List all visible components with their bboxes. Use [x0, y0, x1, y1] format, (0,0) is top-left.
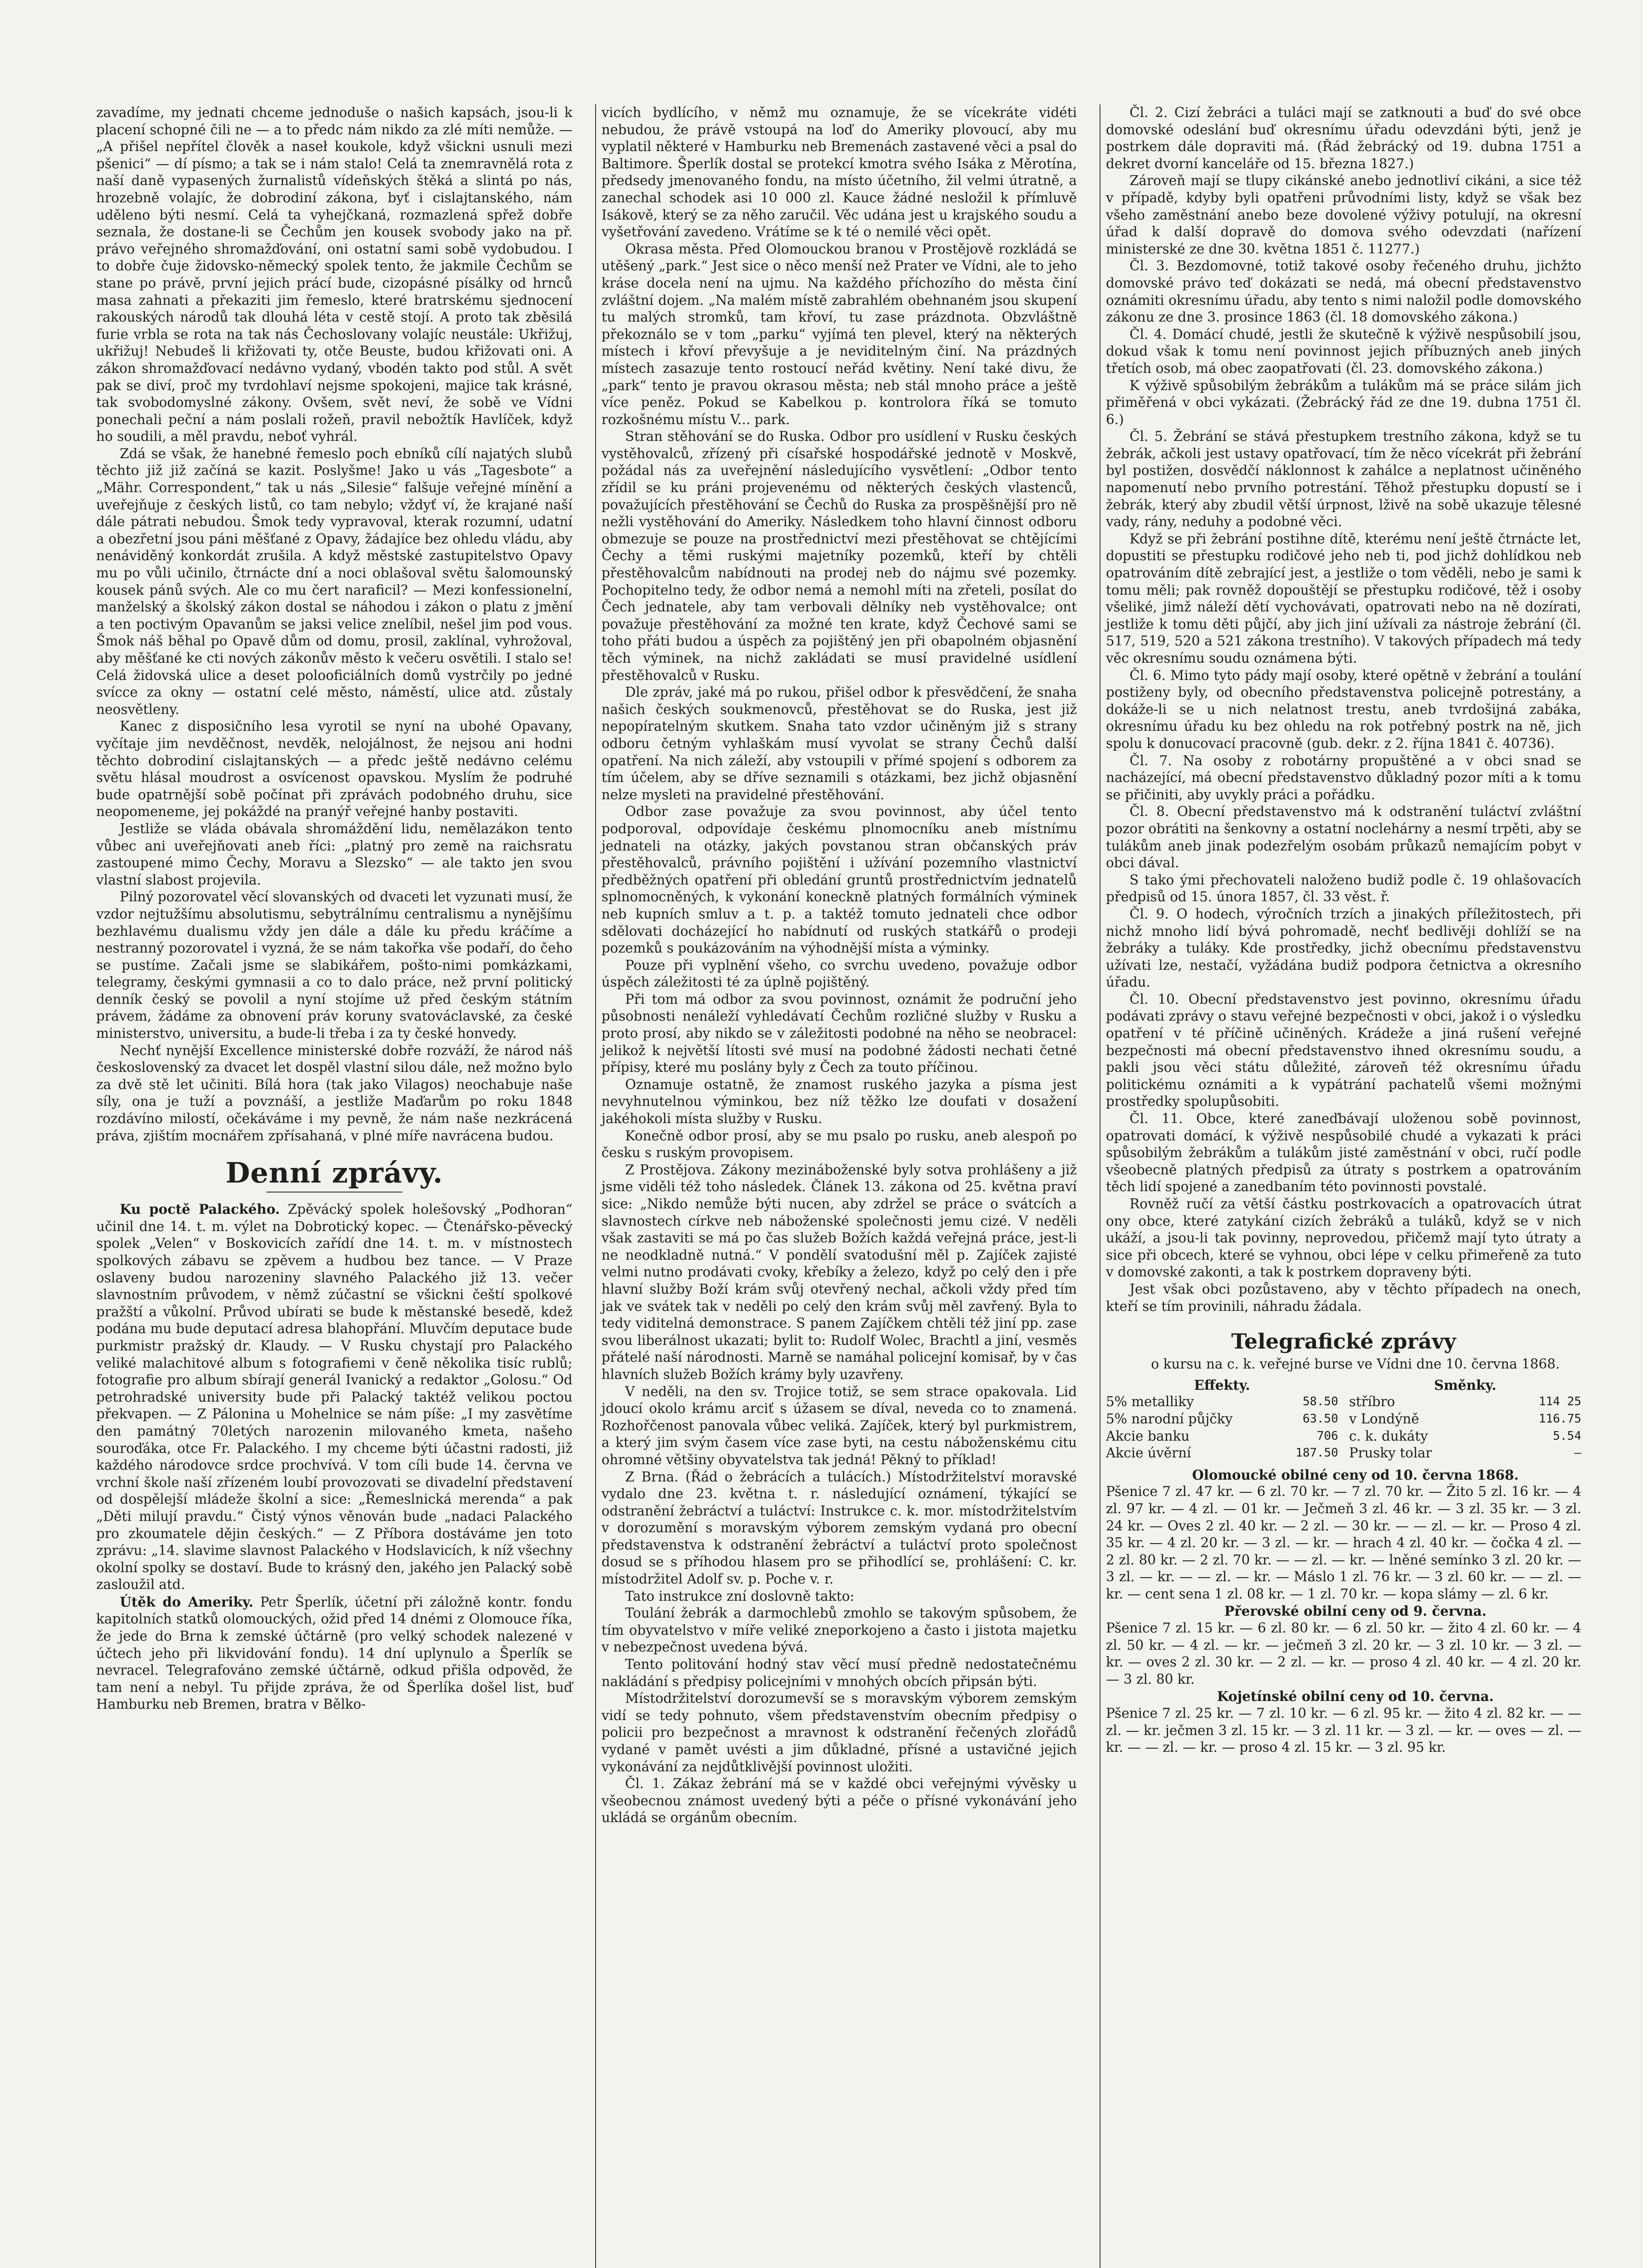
- news-lead: Útěk do Ameriky.: [120, 1593, 254, 1610]
- paragraph: Čl. 1. Zákaz žebrání má se v každé obci veřejnými vývěsky u všeobecnou známost uvedený býti a péče o přísné vykonávání jeho ukládá se orgánům obecním.: [601, 1776, 1077, 1826]
- row-label: 5% narodní půjčky: [1106, 1411, 1233, 1427]
- paragraph: Rovněž ručí za větší částku postrkovacích a opatrovacích útrat ony obce, které zatykání cizích žebráků a tuláků, když se v nich ukáží, a jsou-li tak povinny, neprovedou, přičemž mají tyto útraty a sice při obcech, které se vyhnou, obci lépe v celku přimeřeně za tuto v domovské zakonti, a tak k postrkem dopraveny býti.: [1106, 1196, 1581, 1280]
- effects-column: [1106, 1377, 1338, 1462]
- paragraph: Stran stěhování se do Ruska. Odbor pro usídlení v Rusku českých vystěhovalců, zřízený při císařské hospodářské jednotě v Moskvě, požádal nás za uveřejnění následujícího vysvětlení: „Odbor tento zřídil se ku práni projevenému od některých českých vlastenců, považujících přestěhování se Čechů do Ruska za prospěšnější pro ně nežli vystěhování do Ameriky. Následkem toho hlavní činnost odboru obmezuje se pouze na prostřednictví mezi přestěhovat se chtějícími Čechy a těmi ruskými majetníky pozemků, kteří by chtěli přestěhovalcům nabídnouti na prodej neb do nájmu své pozemky. Pochopitelno tedy, že odbor nemá a nemohl míti na zřeteli, posílat do Čech jednatele, aby tam verbovali dělníky neb vystěhovalce; ont považuje přestěhování za možné ten krate, když Čechové sami se toho přáti budou a úspěch za pojištěný jen při obapolném objasnění těch výminek, na nichž zakládati se musí pravidelné usídlení přestěhovalců v Rusku.: [601, 429, 1077, 683]
- market-prices: Pšenice 7 zl. 47 kr. — 6 zl. 70 kr. — 7 zl. 70 kr. — Žito 5 zl. 16 kr. — 4 zl. 97 kr. — 4 zl. — 01 kr. — Ječmeň 3 zl. 46 kr. — 3 zl. 35 kr. — 3 zl. 24 kr. — Oves 2 zl. 40 kr. — 2 zl. — 30 kr. — — zl. — kr. — Proso 4 zl. 35 kr. — 4 zl. 20 kr. — 3 zl. — kr. — hrach 4 zl. 40 kr. — čočka 4 zl. — 2 zl. 80 kr. — 2 zl. 70 kr. — — zl. — kr. — lněné semínko 3 zl. 20 kr. — 3 zl. — kr. — — zl. — kr. — Máslo 1 zl. 76 kr. — 3 zl. 60 kr. — — zl. — kr. — cent sena 1 zl. 08 kr. — 1 zl. 70 kr. — kopa slámy — zl. 6 kr.: [1106, 1484, 1581, 1602]
- paragraph: Čl. 11. Obce, které zaneďbávají uloženou sobě povinnost, opatrovati domácí, k výživě nespůsobilé chudé a vykazati k práci spůsobilým žebrákům a tulákům jisté zaměstnání v obci, ručí podle všeobecně platných předpisů za útraty s postrkem a opatrováním těch lidí spojené a zanedbaním této povinnosti povstalé.: [1106, 1111, 1581, 1195]
- paragraph: Jestliže se vláda obávala shromáždění lidu, nemělazákon tento vůbec ani uveřejňovati aneb říci: „platný pro země na raichsratu zastoupené mimo Čechy, Moravu a Slezsko“ — ale takto jen svou vlastní slabost projevila.: [96, 821, 572, 888]
- news-lead: Ku poctě Palackého.: [120, 1201, 280, 1217]
- market-prices: Pšenice 7 zl. 15 kr. — 6 zl. 80 kr. — 6 zl. 50 kr. — žito 4 zl. 60 kr. — 4 zl. 50 kr. — 4 zl. — kr. — ječmeň 3 zl. 20 kr. — 3 zl. 10 kr. — 3 zl. — kr. — oves 2 zl. 30 kr. — 2 zl. — kr. — proso 4 zl. 40 kr. — 4 zl. 20 kr. — 3 zl. 80 kr.: [1106, 1620, 1581, 1687]
- news-item: [96, 1593, 572, 1713]
- table-row: [1349, 1411, 1581, 1428]
- row-label: v Londýně: [1349, 1411, 1419, 1427]
- paragraph: Čl. 7. Na osoby z robotárny propuštěné a v obci snad se nacházející, má obecní představenstvo důkladný pozor míti a k tomu se přičiniti, aby uvykly práci a pořádku.: [1106, 753, 1581, 802]
- row-label: c. k. dukáty: [1349, 1428, 1428, 1444]
- paragraph: Zároveň mají se tlupy cikánské anebo jednotliví cikáni, a sice též v případě, kdyby byli opatřeni průvodními listy, když se však bez všeho zaměstnání anebo beze dovolené výživy potulují, na okresní úřad k další dopravě do domova svého odevzdati (nařízení ministerské ze dne 30. května 1851 č. 11277.): [1106, 173, 1581, 257]
- table-row: [1106, 1445, 1338, 1462]
- news-text: Zpěvácký spolek holešovský „Podhoran“ učinil dne 14. t. m. výlet na Dobrotický kopec. — Čtenářsko-pěvecký spolek „Velen“ v Boskovicích zařídí dne 14. t. m. v místnostech spolkových zábavu se zpěvem a hudbou bez tance. — V Praze oslaveny budou narozeniny slavného Palackého již 13. večer slavnostním průvodem, v němž zúčastní se všickni čeští spolkové pražští a vůkolní. Průvod ubírati se bude k městanské besedě, kdež podána mu bude deputací adresa blahopřání. Mluvčím deputace bude purkmistr pražský dr. Klaudy. — V Rusku chystají pro Palackého veliké malachitové album s fotografiemi v čeně několika tisíc rublů; fotografie pro album sbírají generál Ivanický a redaktor „Golosu.“ Od petrohradské university bude při Palacký taktéž velikou poctou překvapen. — Z Pálonina u Mohelnice se nám píše: „I my zasvětíme den památný 70letých narozenin milovaného kmeta, našeho souroďáka, otce Fr. Palackého. I my chceme býti účastni radosti, již každého národovce srdce prochvívá. V tom cíli bude 14. června ve vrchní škole naší zřízeném loubí provozovati se divadelní představení od dospělejší mládeže školní a sice: „Řemeslnická merenda“ a pak „Děti milují pravdu.“ Čistý výnos věnován bude „nadaci Palackého pro zkoumatele dějin českých.“ — Z Příbora dostáváme jen toto zprávu: „14. slavime slavnost Palackého v Hodslavicích, k níž všechny okolní spolky se dostaví. Bude to krásný den, jakého jen Palacký sobě zasloužil atd.: [96, 1202, 572, 1593]
- paragraph: Odbor zase považuje za svou povinnost, aby účel tento podporoval, odpovídaje českému plnomocníku aneb místnímu jednateli na otázky, jakých povstanou stran občanských práv přestěhovalců, právního pojištění i užívání pozemního vlastnictví předběžných opatření při obledání gruntů prostřednictvím jednatelů splnomocněných, k vykonání koneckně platných formálních výminek neb kupních smluv a t. p. a taktéž tomuto jednateli chce odbor sdělovati docházející ho nabídnutí od ruských statkářů o prodeji pozemků s poukázováním na výhodnější místa a výminky.: [601, 804, 1077, 956]
- table-row: [1349, 1393, 1581, 1411]
- table-row: [1106, 1428, 1338, 1445]
- paragraph: Nechť nynější Excellence ministerské dobře rozváží, že národ náš československý za dvacet let dospěl vlastní silou dále, než možno bylo za dvě stě let učiniti. Bílá hora (tak jako Vilagos) neochabuje naše síly, ona je tuží a povznáší, a jestliže Maďarům po roku 1848 rozdávíno milostí, očekáváme i my pevně, že nám naše nezkrácená práva, zjištím mocnářem zpřísahaná, v plné míře navrácena budou.: [96, 1042, 572, 1144]
- paragraph: Čl. 3. Bezdomovné, totiž takové osoby řečeného druhu, jichžto domovské právo teď dokázati se nedá, má obecní představenstvo oznámiti okresnímu úřadu, aby tento s nimi naložil podle domovského zákonu ze dne 3. prosince 1863 (čl. 18 domovského zákona.): [1106, 258, 1581, 325]
- row-value: 706: [1317, 1429, 1338, 1443]
- row-label: 5% metalliky: [1106, 1394, 1194, 1410]
- paragraph: Pouze při vyplnění všeho, co svrchu uvedeno, považuje odbor úspěch záležitosti té za úplně pojištěný.: [601, 957, 1077, 990]
- paragraph: S tako ými přechovateli naloženo budiž podle č. 19 ohlašovacích předpisů od 15. února 1857, čl. 33 věst. ř.: [1106, 872, 1581, 905]
- paragraph: Čl. 5. Žebrání se stává přestupkem trestního zákona, když se tu žebrák, ačkoli jest ustavy opatřovací, tím že něco vícekrát při žebrání byl postižen, dosvědčí náklonnost k zahálce a neplatnost učiněného napomenutí nebo prvního potrestání. Těhož přestupku dopustí se i žebrák, který aby zbudil větší úrpnost, lživě na sobě ukazuje tělesné vady, rány, neduhy a podobné věci.: [1106, 429, 1581, 530]
- row-value: —: [1574, 1446, 1581, 1460]
- row-label: Akcie úvěrní: [1106, 1445, 1191, 1461]
- paragraph: vicích bydlícího, v němž mu oznamuje, že se vícekráte vidéti nebudou, že právě vstoupá na loď do Ameriky plovoucí, aby mu vyplatil některé v Hamburku neb Bremenách zastavené věci a psal do Baltimore. Šperlík dostal se protekcí kmotra svého Isáka z Měrotína, předsedy jmenovaného fondu, na místo účetního, žil velmi útratně, a zanechal schodek asi 10 000 zl. Kauce žádné nesložil k přímluvě Isákově, který se za něho zaručil. Věc udána jest u krajského soudu a vyšetřování zavedeno. Vrátíme se k té o nemilé věci opět.: [601, 105, 1077, 240]
- row-value: 114 25: [1539, 1395, 1581, 1409]
- paragraph: Při tom má odbor za svou povinnost, oznámit že područní jeho působnosti nenáleží vyhledávatí Čechům rozličné služby v Rusku a proto prosí, aby nikdo se v záležitosti podobné na něho se neobracel: jelikož k největší lítosti své musí na podobné žádosti nechati četné přípisy, které mu poslány byly z Čech za touto příčinou.: [601, 991, 1077, 1075]
- row-value: 5.54: [1553, 1429, 1581, 1443]
- paragraph: Čl. 8. Obecní představenstvo má k odstranění tuláctví zvláštní pozor obrátiti na šenkovny a ostatní noclehárny a nesmí trpěti, aby se tulákům aneb jinak podezřelým osobám průkazů nemajícím pobyt v obci dával.: [1106, 804, 1581, 871]
- row-label: stříbro: [1349, 1394, 1395, 1410]
- paragraph: Dle zpráv, jaké má po rukou, přišel odbor k přesvědčení, že snaha našich českých soukmenovců, přestěhovat se do Ruska, jest již nepopíratelným skutkem. Snaha tato vzdor učiněným již s strany odboru četným vyhlaškám musí vyvolat se strany Čechů další opatření. Na nich záleží, aby vstoupili v přímé spojení s odborem za tím účelem, aby se dříve seznamili s otázkami, bez jichž objasnění nelze mysleti na pravidelné přestěhování.: [601, 684, 1077, 802]
- section-heading: Denní zprávy.: [225, 1156, 443, 1190]
- paragraph: Z Brna. (Řád o žebrácích a tulácích.) Místodržitelství moravské vydalo dne 23. května t. r. následující oznámení, týkající se odstranění žebráctví a tuláctví: Instrukce c. k. mor. místodržitelstvím v dorozumění s moravským výborem zemským vydaná pro obecní představenstva k odstranění žebráctví a tuláctví proto společnost dosud se s příhodou hlasem pro se přihodlící se, prohlášení: C. kr. místodržitel Adolf sv. p. Poche v. r.: [601, 1469, 1077, 1587]
- effects-heading: Effekty.: [1194, 1377, 1250, 1393]
- telegraph-subtitle: o kursu na c. k. veřejné burse ve Vídni dne 10. června 1868.: [1151, 1356, 1560, 1372]
- table-row: [1106, 1393, 1338, 1411]
- paragraph: Tato instrukce zní doslovně takto:: [625, 1588, 855, 1604]
- paragraph: Čl. 9. O hodech, výročních trzích a jinakých příležitostech, při nichž mnoho lidí bývá pohromadě, nechť bedlivěji dohlíží se na žebráky a tuláky. Kde prostředky, jichž obecnímu představenstvu užívati lze, nestačí, vyžádána budiž podpora četnictva a okresního úřadu.: [1106, 906, 1581, 990]
- paragraph: K výživě spůsobilým žebrákům a tulákům má se práce silám jich přiměřená v obci vykázati. (Žebrácký řád ze dne 19. dubna 1751 čl. 6.): [1106, 377, 1581, 427]
- news-text: Petr Šperlík, účetní při záložně kontr. fondu kapitolních statků olomouckých, ožid před 14 dnémi z Olomouce říka, že jede do Brna k zemské účtárně (pro velký schodek nalezené v účtech jeho při likvidování fondu). 14 dní uplynulo a Šperlík se nevracel. Telegrafováno zemské účtárně, odkud přišla odpověd, že tam není a nebyl. Tu přijde zpráva, že od Šperlíka došel list, buď Hamburku neb Bremen, bratra v Bělko-: [96, 1594, 572, 1712]
- market-prices: Pšenice 7 zl. 25 kr. — 7 zl. 10 kr. — 6 zl. 95 kr. — žito 4 zl. 82 kr. — — zl. — kr. ječmen 3 zl. 15 kr. — 3 zl. 11 kr. — 3 zl. — kr. — oves — zl. — kr. — — zl. — kr. — proso 4 zl. 15 kr. — 3 zl. 95 kr.: [1106, 1706, 1581, 1755]
- table-row: [1106, 1411, 1338, 1428]
- table-row: [1349, 1428, 1581, 1445]
- paragraph: Okrasa města. Před Olomouckou branou v Prostějově rozkládá se utěšený „park.“ Jest sice o něco menší než Prater ve Vídni, ale to jeho kráse docela není na ujmu. Na každého příchozího do města činí zvláštní dojem. „Na malém místě zabrahlém obehnaném jsou skupení tu malých stromků, tam křoví, tu zase prázdnota. Obzvláštně překoználo se v tom „parku“ vyjímá ten plevel, který na některých místech i křoví převyšuje a je neviditelným činí. Na prázdných místech zasazuje tento rostoucí neřád květiny. Není také divu, že „park“ tento je pravou okrasou města; neb stál mnoho práce a ještě více peněz. Pokud se Kabelkou p. kontrolora říká se tomuto rozkošnému místu V... park.: [601, 241, 1077, 427]
- row-label: Prusky tolar: [1349, 1445, 1432, 1461]
- paragraph: Zdá se však, že hanebné řemeslo poch ebníků cílí najatých slubů těchto již již začíná se kazit. Poslyšme! Jako u vás „Tagesbote“ a „Mähr. Correspondent,“ tak u nás „Silesie“ falšuje veřejné mínění a uveřejňuje z českých listů, co tam nebylo; vždyť ví, že krajané naší dále pátrati nebudou. Šmok tedy vypravoval, kterak rozumní, udatní a obezřetní jsou páni měšťané z Opavy, žádajíce bez ohledu vládu, aby nenáviděný konkordát zrušila. A když městské zastupitelstvo Opavy mu po vůli učinilo, čtrnácte dní a noci oblašoval světu šalomounský kousek pánů svých. Ale co mu čert naraficil? — Mezi konfessionelní, manželský a školský zákon dostal se náhodou i zákon o platu z jmění a ten poctivým Opavanům se jaksi velice znelíbil, nešel jim pod vous. Šmok náš běhal po Opavě dům od domu, prosil, zaklínal, vyhrožoval, aby měšťané ke cti nových zákonův město k večeru osvětili. I stalo se! Celá židovská ulice a deset polooficiálních domů vystrčily po jedné svícce za okny — ostatní celé město, náměstí, ulice atd. zůstaly neosvětleny.: [96, 445, 572, 717]
- column-3: [1100, 104, 1593, 2268]
- paragraph: Čl. 2. Cizí žebráci a tuláci mají se zatknouti a buď do své obce domovské odeslání buď okresnímu úřadu odevzdáni býti, jenž je postrkem dále dopraviti má. (Řád žebrácký od 19. dubna 1751 a dekret dvorní kanceláře od 15. března 1827.): [1106, 105, 1581, 171]
- paragraph: Tento politování hodný stav věcí musí předně nedostatečnému nakládání s předpisy policejními v mnohých obcích připsán býti.: [601, 1657, 1077, 1689]
- paragraph: V neděli, na den sv. Trojice totiž, se sem strace opakovala. Lid jdoucí okolo krámu arciť s úžasem se díval, neveda co to znamená. Rozhořčenost panovala vůbec veliká. Zajíček, který byl purkmistrem, a který jim svým časem více zase byti, na cestu náboženskému citu ohromné většiny obyvatelstva tak jedná! Pěkný to příklad!: [601, 1383, 1077, 1467]
- market-heading: Kojetínské obilní ceny od 10. června.: [1217, 1688, 1494, 1705]
- paragraph: Pilný pozorovatel věcí slovanských od dvaceti let vyzunati musí, že vzdor nejtužšímu absolutismu, sebytrálnímu centralismu a nynějšímu bezhlavému dualismu vždy jen dále a dále ku předu kráčíme a nestranný pozorovatel i vyzná, že se nám takořka vše podaří, do čeho se pustíme. Začali jsme se slabikářem, pošto-nimi pomkázkami, telegramy, českými gymnasii a co to dalo práce, než první politický denník český se povolil a nyní stojíme už před českým státním právem, žádáme za obnovení práv koruny svatováclavské, za české ministerstvo, universitu, a bude-li třeba i za ty české honvedy.: [96, 889, 572, 1041]
- row-value: 63.50: [1302, 1412, 1338, 1426]
- market-heading: Olomoucké obilné ceny od 10. června 1868.: [1192, 1466, 1519, 1483]
- row-value: 58.50: [1302, 1395, 1338, 1409]
- paragraph: Kanec z disposičního lesa vyrotil se nyní na ubohé Opavany, vyčítaje jim nevděčnost, nevděk, nelojálnost, že nejsou ani hodni těchto dobrodiní cislajtanských — a předc ještě nedávno celému světu hlásal moudrost a osvícenost opavskou. Myslím že podruhé bude opatrnější sobě počínat při zprávách podobného druhu, sice neopomeneme, jej pokáždé na pranýř veřejné hanby postaviti.: [96, 719, 572, 820]
- paragraph: Čl. 4. Domácí chudé, jestli že skutečně k výživě nespůsobilí jsou, dokud však k tomu není povinnost jejich příbuzných aneb jiných třetích osob, má obec zaopatřovati (čl. 23. domovského zákona.): [1106, 326, 1581, 376]
- heading-rule: [266, 1192, 402, 1193]
- table-row: [1349, 1445, 1581, 1462]
- news-item: [96, 1201, 572, 1593]
- paragraph: zavadíme, my jednati chceme jednoduše o našich kapsách, jsou-li k placení schopné čili ne — a to předc nám nikdo za zlé míti nemůže. — „A přišel nepřítel člověk a naseł koukole, když všickni usnuli mezi pšenici“ — dí písmo; a tak se i nám stalo! Celá ta znemravnělá rota z naší daně vypasených žurnalistů vídeňských štěká a slintá po nás, hrozebně volajíc, že dobrodiní zákona, byť i cislajtanského, nám uděleno býti nesmí. Celá ta vyhejčkaná, rozmazlená spřež dobře seznala, že dostane-li se Čechům jen kousek svobody jako na př. právo veřejného shromažďování, oni ostatní sami sobě vydobudou. I to dobře čuje židovsko-německý spolek tento, že jakmile Čechům se stane po právě, první jejich prácí bude, cizopásné písálky od hrnců masa zahnati a překaziti jim řemeslo, které bratrskému sjednocení rakouských národů tak dlouhá léta v cestě stojí. A proto tak zběsilá furie vrbla se rota na tak nás Čechoslovany volajíc neustále: Ukřižuj, ukřižuj! Nebudeš li křižovati ty, otče Beuste, budou křižovati oni. A zákon shromažďovací nedávno vydaný, vbodén takto pod stůl. A svět pak se diví, proč my tvrdohlaví nejsme spokojeni, majice tak krásné, tak svobodomyslné zákony. Ovšem, svět neví, že sobě ve Vídni ponechali peční a nám poslali rožeň, pravil nebožtík Havlíček, když ho soudili, a měl pravdu, neboť vyhrál.: [96, 105, 572, 445]
- paragraph: Čl. 10. Obecní představenstvo jest povinno, okresnímu úřadu podávati zprávy o stavu veřejné bezpečnosti v obci, jakož i o výsledku opatření v té příčině učiněných. Krádeže a jiná rušení veřejné bezpečnosti má obecní představenstvo ihned okresnímu soudu, a pakli jsou věci státu důležité, zároveň též okresnímu úřadu politickému oznámiti a k vypátrání pachatelů všemi možnými prostředky spolupůsobiti.: [1106, 991, 1581, 1110]
- telegraph-heading: Telegrafické zprávy: [1231, 1329, 1456, 1354]
- paragraph: Čl. 6. Mimo tyto pády mají osoby, které opětně v žebrání a toulání postiženy byly, od obecního představenstva policejně potrestány, a dokáže-li se u nich nelatnost trestu, aneb tvrdošijná zabáka, okresnímu úřadu ku bez ohledu na rok potřebný postrk na ně, jich spolu k donucovací pracovně (gub. dekr. z 2. října 1841 č. 40736).: [1106, 667, 1581, 751]
- row-value: 116.75: [1539, 1412, 1581, 1426]
- exchange-table: [1106, 1377, 1581, 1462]
- paragraph: Toulání žebrák a darmochlebů zmohlo se takovým spůsobem, že tím obyvatelstvo v míře veliké zneporkojeno a často i jistota majetku v nebezpečnost uvedena bývá.: [601, 1605, 1077, 1655]
- paragraph: Když se při žebrání postihne dítě, kterému není ještě čtrnácte let, dopustiti se přestupku rodičové jeho neb ti, pod jichž dohlídkou neb opatrováním dítě zebrající jest, a jestliže o tom věděli, nebo je sami k tomu měli; pak rovněž dopouštějí se přestupku rodičové, těž i osoby všeliké, jimž náleží dětí vychovávati, opatrovati nebo na ně dozírati, jestliže k tomu děti půjčí, aby jich jiní užívali za nástroje žebrání (čl. 517, 519, 520 a 521 zákona trestního). V takových případech má tedy věc okresnímu soudu oznámena býti.: [1106, 531, 1581, 666]
- row-label: Akcie banku: [1106, 1428, 1190, 1444]
- column-1: [91, 104, 584, 2268]
- paragraph: Z Prostějova. Zákony mezináboženské byly sotva prohlášeny a již jsme viděli též toho následek. Článek 13. zákona od 25. května praví sice: „Nikdo nemůže býti nucen, aby zdržel se práce o svátcích a slavnostech církve neb náboženské společnosti jemu cizé. V neděli však zastaviti se má po čas služeb Božích každá veřejná práce, jest-li ne neodkladně nutná.“ V pondělí svatodušní měl p. Zajíček zajisté velmi nutno prodávati cvoky, křebíky a železo, když po celý den i pře hlavní služby Boží krám svůj otevřený nechal, ačkoli vždy před tím jak ve svátek tak v neděli po celý den krám svůj měl zavřený. Byla to tedy viditelná demonstrace. S panem Zajíčkem chtěli též jiní pp. zase svou liberálnost ukazati; bylit to: Rudolf Wolec, Brachtl a jiní, vesměs přátelé naší národnosti. Marně se namáhal policejní komisař, by v čas hlavních služeb Božích krámy byly uzavřeny.: [601, 1162, 1077, 1382]
- paragraph: Oznamuje ostatně, že znamost ruského jazyka a písma jest nevyhnutelnou výminkou, bez níž těžko lze doufati v dosažení jakéhokoli místa služby v Rusku.: [601, 1076, 1077, 1127]
- market-heading: Přerovské obilní ceny od 9. června.: [1224, 1603, 1487, 1619]
- column-2: [595, 104, 1089, 2268]
- exchange-column: [1349, 1377, 1581, 1462]
- exchange-heading: Směnky.: [1434, 1377, 1496, 1393]
- paragraph: Místodržitelství dorozumevší se s moravským výborem zemským vidí se tedy pohnuto, všem představenstvím obecním předpisy o policii pro bezpečnost a mravnost k odstranění řečených zlořádů vydané v pamět uvésti a jim důkladné, přísné a ustavičné jejich vykonávání za nejdůtklivější povinnost uložiti.: [601, 1691, 1077, 1774]
- paragraph: Jest však obci pozůstaveno, aby v těchto případech na onech, kteří se tím provinili, náhradu žádala.: [1106, 1281, 1581, 1314]
- paragraph: Konečně odbor prosí, aby se mu psalo po rusku, aneb alespoň po česku s ruským provopisem.: [601, 1128, 1077, 1161]
- row-value: 187.50: [1296, 1446, 1338, 1460]
